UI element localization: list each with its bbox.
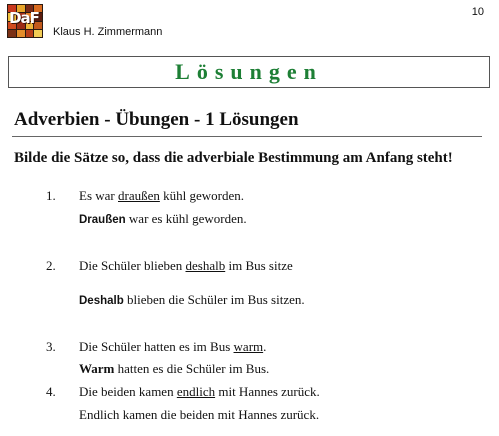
logo-tile bbox=[34, 30, 42, 37]
logo-tile bbox=[17, 30, 25, 37]
solution-adverb: Draußen bbox=[79, 214, 126, 226]
sentence-before: Die Schüler hatten es im Bus bbox=[79, 339, 234, 354]
banner-title: Lösungen bbox=[175, 59, 323, 84]
sentence-before: Es war bbox=[79, 188, 118, 203]
logo-tile bbox=[8, 30, 16, 37]
exercise-sentence bbox=[79, 339, 266, 355]
underlined-adverb: warm bbox=[233, 339, 264, 354]
sentence-after: . bbox=[263, 339, 267, 354]
solution-adverb: Warm bbox=[79, 361, 115, 376]
sentence-after: im Bus sitze bbox=[225, 258, 293, 273]
author-name: Klaus H. Zimmermann bbox=[53, 26, 163, 38]
logo-text: DaF bbox=[9, 9, 39, 27]
page-number: 10 bbox=[471, 6, 484, 18]
solution-sentence bbox=[79, 292, 305, 308]
solution-rest: blieben die Schüler im Bus sitzen. bbox=[123, 292, 305, 307]
section-title: Adverbien - Übungen - 1 Lösungen bbox=[14, 109, 299, 130]
solution-adverb: Endlich bbox=[79, 407, 120, 422]
underlined-adverb: deshalb bbox=[185, 258, 226, 273]
solution-rest: hatten es die Schüler im Bus. bbox=[114, 361, 270, 376]
section-divider bbox=[12, 136, 482, 137]
solution-rest: kamen die beiden mit Hannes zurück. bbox=[119, 407, 320, 422]
exercise-number: 2. bbox=[46, 258, 56, 273]
solution-adverb: Deshalb bbox=[79, 295, 124, 307]
underlined-adverb: endlich bbox=[176, 384, 216, 399]
logo-tile bbox=[26, 30, 34, 37]
title-banner bbox=[8, 56, 490, 88]
exercise-sentence bbox=[79, 384, 320, 400]
solution-sentence bbox=[79, 407, 319, 423]
sentence-after: kühl geworden. bbox=[159, 188, 244, 203]
exercise-number: 3. bbox=[46, 339, 56, 354]
solution-rest: war es kühl geworden. bbox=[125, 211, 247, 226]
sentence-before: Die beiden kamen bbox=[79, 384, 177, 399]
exercise-sentence bbox=[79, 258, 293, 274]
exercise-sentence bbox=[79, 188, 244, 204]
solution-sentence bbox=[79, 361, 269, 377]
sentence-after: mit Hannes zurück. bbox=[215, 384, 320, 399]
exercise-number: 4. bbox=[46, 384, 56, 399]
exercise-number: 1. bbox=[46, 188, 56, 203]
solution-sentence bbox=[79, 211, 247, 227]
sentence-before: Die Schüler blieben bbox=[79, 258, 186, 273]
exercise-instruction: Bilde die Sätze so, dass die adverbiale Bestimmung am Anfang steht! bbox=[14, 150, 453, 166]
underlined-adverb: draußen bbox=[118, 188, 160, 203]
